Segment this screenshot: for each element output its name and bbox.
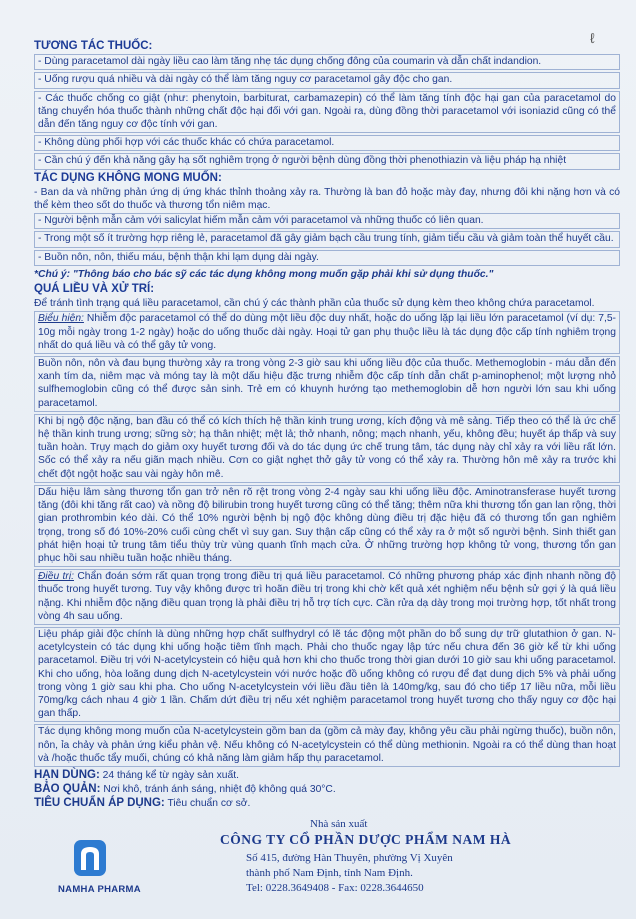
overdose-paragraph: Liệu pháp giải độc chính là dùng những hợp chất sulfhydryl có lẽ tác động một phần do bổ sung dự trữ glutathion ở gan. N-acetylcystein có tác dụng khi uống hoặc tiêm tĩnh mạch. Phải cho thuốc ngay lập tức nếu chưa đến 36 giờ kể từ khi uống paracetamol. Điều trị với N-acetylcystein có hiệu quả hơn khi cho thuốc trong thời gian dưới 10 giờ sau khi uống paracetamol. Khi cho uống, hòa loãng dung dịch N-acetylcystein với nước hoặc đồ uống không có rượu để đạt dung dịch 5% và phải uống trong vòng 1 giờ sau khi pha. Cho uống N-acetylcystein với liều đầu tiên là 140mg/kg, sau đó cho tiếp 17 liều nữa, mỗi liều 70mg/kg cách nhau 4 giờ 1 lần. Chấm dứt điều trị nếu xét nghiệm paracetamol trong huyết tương cho thấy nguy cơ độc hại gan thấp.: [34, 627, 620, 722]
signs-text: Nhiễm độc paracetamol có thể do dùng một liều độc duy nhất, hoặc do uống lặp lại liều lớn paracetamol (ví dụ: 7,5-10g mỗi ngày trong 1-2 ngày) hoặc do uống thuốc dài ngày. Hoại tử gan phụ thuộc liều là tác dụng độc cấp tính nghiêm trọng nhất do quá liều và có thể gây tử vong.: [38, 313, 616, 351]
overdose-treatment: [34, 569, 620, 625]
treatment-text: Chẩn đoán sớm rất quan trọng trong điều trị quá liều paracetamol. Có những phương pháp xác định nhanh nồng độ thuốc trong huyết tương. Tuy vậy không được trì hoãn điều trị trong khi chờ kết quả xét nghiệm nếu bệnh sử gợi ý là quá liều nặng. Khi nhiễm độc nặng điều quan trọng là phải điều trị hỗ trợ tích cực. Cần rửa dạ dày trong mọi trường hợp, tốt nhất trong vòng 4h sau uống.: [38, 571, 617, 622]
manufacturer-label: Nhà sản xuất: [310, 818, 368, 830]
treatment-label: Điều trị:: [38, 571, 74, 583]
manufacturer-name: CÔNG TY CỔ PHẦN DƯỢC PHẨM NAM HÀ: [220, 832, 512, 847]
manufacturer-phone: Tel: 0228.3649408 - Fax: 0228.3644650: [246, 882, 424, 894]
interaction-item: - Dùng paracetamol dài ngày liều cao làm tăng nhẹ tác dụng chống đông của coumarin và dẫn chất indandion.: [34, 54, 620, 70]
adverse-heading: TÁC DỤNG KHÔNG MONG MUỐN:: [34, 171, 222, 184]
manufacturer-address-1: Số 415, đường Hàn Thuyên, phường Vị Xuyên: [246, 852, 453, 864]
interaction-item: - Các thuốc chống co giật (như: phenytoin, barbiturat, carbamazepin) có thể làm tăng tính độc hại gan của paracetamol do tăng chuyển hóa thuốc thành những chất độc hại đối với gan. Ngoài ra, dùng đồng thời paracetamol với isoniazid cũng có thể dẫn đến tăng nguy cơ độc tính với gan.: [34, 91, 620, 134]
manufacturer-block: [0, 818, 636, 919]
interaction-item: - Không dùng phối hợp với các thuốc khác có chứa paracetamol.: [34, 135, 620, 151]
shelf-life: HẠN DÙNG: 24 tháng kể từ ngày sản xuất.: [34, 768, 239, 781]
logo-text: NAMHA PHARMA: [58, 884, 141, 895]
standard: TIÊU CHUẨN ÁP DỤNG: Tiêu chuẩn cơ sở.: [34, 797, 251, 810]
overdose-paragraph: Dấu hiệu lâm sàng thương tổn gan trở nên rõ rệt trong vòng 2-4 ngày sau khi uống liều độc. Aminotransferase huyết tương tăng (đôi khi tăng rất cao) và nồng độ bilirubin trong huyết tương cũng có thể tăng; thêm nữa khi thương tổn gan lan rộng, thời gian prothrombin kéo dài. Có thể 10% người bệnh bị ngộ độc không dùng điều trị đặc hiệu đã có thương tổn gan nghiêm trọng, trong số đó 10%-20% cuối cùng chết vì suy gan. Suy thận cấp cũng có thể xảy ra ở một số người bệnh. Sinh thiết gan phát hiện hoại tử trung tâm tiểu thùy trừ vùng quanh tĩnh mạch cửa. Ở những trường hợp không tử vong, thương tổn gan phục hồi sau nhiều tuần hoặc nhiều tháng.: [34, 485, 620, 567]
adverse-note: *Chú ý: "Thông báo cho bác sỹ các tác dụng không mong muốn gặp phải khi sử dụng thuốc.": [34, 268, 494, 280]
pen-mark: ℓ: [590, 30, 595, 46]
overdose-paragraph: Tác dụng không mong muốn của N-acetylcystein gồm ban da (gồm cả mày đay, không yêu cầu phải ngừng thuốc), buồn nôn, nôn, ỉa chảy và phản ứng kiểu phản vệ. Nếu không có N-acetylcystein có thể dùng methionin. Ngoài ra có thể dùng than hoạt và /hoặc thuốc tẩy muối, chúng có khả năng làm giảm hấp thụ paracetamol.: [34, 724, 620, 767]
adverse-item: - Trong một số ít trường hợp riêng lẻ, paracetamol đã gây giảm bạch cầu trung tính, giảm tiểu cầu và giảm toàn thể huyết cầu.: [34, 231, 620, 247]
signs-label: Biểu hiện:: [38, 313, 84, 325]
overdose-paragraph: Buồn nôn, nôn và đau bụng thường xảy ra trong vòng 2-3 giờ sau khi uống liều độc của thuốc. Methemoglobin - máu dẫn đến xanh tím da, niêm mạc và móng tay là một dấu hiệu đặc trưng nhiễm độc cấp tính dẫn chất p-aminophenol; một lượng nhỏ sulfhemoglobin cũng có thể được sản sinh. Trẻ em có khuynh hướng tạo methemoglobin dễ hơn người lớn sau khi uống paracetamol.: [34, 356, 620, 412]
overdose-intro: Để tránh tình trạng quá liều paracetamol, cần chú ý các thành phần của thuốc sử dụng kèm theo không chứa paracetamol.: [34, 298, 595, 310]
adverse-item: - Buồn nôn, nôn, thiếu máu, bệnh thận khi lạm dụng dài ngày.: [34, 250, 620, 266]
storage: BẢO QUẢN: Nơi khô, tránh ánh sáng, nhiệt độ không quá 30°C.: [34, 783, 336, 796]
overdose-heading: QUÁ LIỀU VÀ XỬ TRÍ:: [34, 283, 155, 296]
adverse-item: - Ban da và những phản ứng dị ứng khác thỉnh thoảng xảy ra. Thường là ban đỏ hoặc mày đay, nhưng đôi khi nặng hơn và có thể kèm theo sốt do thuốc và thương tổn niêm mạc.: [34, 186, 620, 212]
overdose-paragraph: Khi bị ngộ độc nặng, ban đầu có thể có kích thích hệ thần kinh trung ương, kích động và mê sảng. Tiếp theo có thể là ức chế hệ thần kinh trung ương; sững sờ; hạ thân nhiệt; mệt lả; thở nhanh, nông; mạch nhanh, yếu, không đều; huyết áp thấp và suy tuần hoàn. Trụy mạch do giảm oxy huyết tương đối và do tác dụng ức chế trung tâm, tác dụng này chỉ xảy ra với liều rất lớn. Sốc có thể xảy ra nếu giãn mạch nhiều. Cơn co giật nghẹt thở gây tử vong có thể xảy ra. Thường hôn mê xảy ra trước khi chết đột ngột hoặc sau vài ngày hôn mê.: [34, 414, 620, 483]
overdose-signs: [34, 311, 620, 354]
leaflet-content: [34, 38, 620, 812]
namha-logo-icon: [72, 838, 108, 878]
manufacturer-address-2: thành phố Nam Định, tỉnh Nam Định.: [246, 867, 413, 879]
interaction-item: - Cần chú ý đến khả năng gây hạ sốt nghiêm trọng ở người bệnh dùng đồng thời phenothiazin và liệu pháp hạ nhiệt: [34, 153, 620, 169]
interactions-heading: TƯƠNG TÁC THUỐC:: [34, 40, 153, 52]
interaction-item: - Uống rượu quá nhiều và dài ngày có thể làm tăng nguy cơ paracetamol gây độc cho gan.: [34, 72, 620, 88]
adverse-item: - Người bệnh mẫn cảm với salicylat hiếm mẫn cảm với paracetamol và những thuốc có liên quan.: [34, 213, 620, 229]
